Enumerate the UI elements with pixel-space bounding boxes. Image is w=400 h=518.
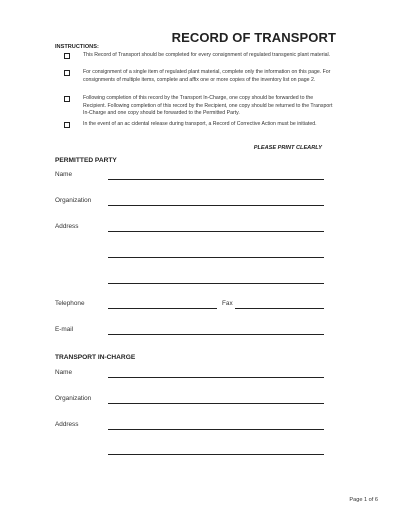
tic-name-field[interactable] — [108, 377, 324, 378]
instruction-text: This Record of Transport should be completed for every consignment of regulated transgenic plant material. — [83, 52, 331, 58]
email-field[interactable] — [108, 334, 324, 335]
tic-address-field-line-2[interactable] — [108, 454, 324, 455]
instructions-label: INSTRUCTIONS: — [55, 44, 99, 50]
section-title-permitted-party: PERMITTED PARTY — [55, 157, 117, 164]
fax-label: Fax — [222, 300, 233, 307]
instruction-text: Following completion of this record by the Transport In-Charge, one copy should be forwarded to the Recipient. Following completion of this record by the Recipient, one copy should be returned to the Transport In-Charge and one copy should be forwarded to the Permitted Party. — [83, 95, 333, 117]
checkbox[interactable] — [64, 96, 70, 102]
print-clearly-note: PLEASE PRINT CLEARLY — [253, 145, 322, 151]
document-title: RECORD OF TRANSPORT — [171, 30, 336, 45]
address-label: Address — [55, 223, 79, 230]
organization-field[interactable] — [108, 205, 324, 206]
email-label: E-mail — [55, 326, 74, 333]
checkbox[interactable] — [64, 70, 70, 76]
name-label: Name — [55, 171, 73, 178]
address-field-line-2[interactable] — [108, 257, 324, 258]
section-title-transport-in-charge: TRANSPORT IN-CHARGE — [55, 354, 136, 361]
tic-name-label: Name — [55, 369, 73, 376]
address-field-line-1[interactable] — [108, 231, 324, 232]
checkbox[interactable] — [64, 53, 70, 59]
tic-address-label: Address — [55, 421, 79, 428]
tic-organization-field[interactable] — [108, 403, 324, 404]
fax-field[interactable] — [235, 308, 324, 309]
address-field-line-3[interactable] — [108, 283, 324, 284]
tic-address-field-line-1[interactable] — [108, 429, 324, 430]
name-field[interactable] — [108, 179, 324, 180]
checkbox[interactable] — [64, 122, 70, 128]
instruction-text: In the event of an ac cidental release during transport, a Record of Corrective Action must be initiated. — [83, 121, 317, 127]
telephone-field[interactable] — [108, 308, 217, 309]
page-number: Page 1 of 6 — [349, 497, 378, 503]
telephone-label: Telephone — [55, 300, 85, 307]
tic-organization-label: Organization — [55, 395, 92, 402]
organization-label: Organization — [55, 197, 92, 204]
instruction-text: For consignment of a single item of regulated plant material, complete only the information on this page. For consignments of multiple items, complete and affix one or more copies of the inventory list on page 2. — [83, 69, 331, 83]
